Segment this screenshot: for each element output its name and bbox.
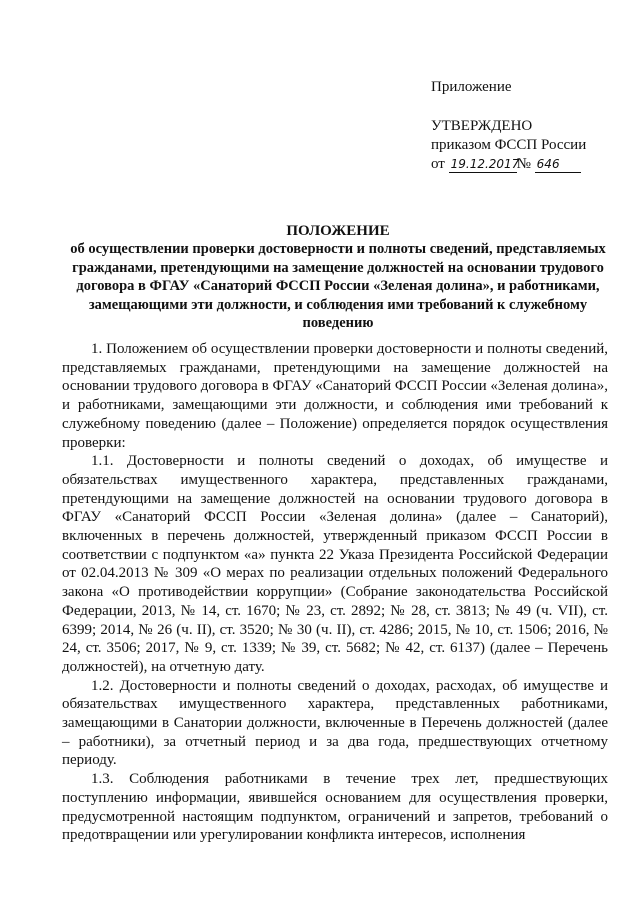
approved-by: приказом ФССП России xyxy=(431,137,587,153)
paragraph-1-1: 1.1. Достоверности и полноты сведений о доходах, об имуществе и обязательствах имущественного характера, представленных гражданами, претендующими на замещение должностей на основании трудового договора в ФГАУ «Санаторий ФССП России «Зеленая долина» (далее – Санаторий), включенных в перечень должностей, утвержденный приказом ФССП России в соответствии с подпунктом «а» пункта 22 Указа Президента Российской Федерации от 02.04.2013 № 309 «О мерах по реализации отдельных положений Федерального закона «О противодействии коррупции» (Собрание законодательства Российской Федерации, 2013, № 14, ст. 1670; № 23, ст. 2892; № 28, ст. 3813; № 49 (ч. VII), ст. 6399; 2014, № 26 (ч. II), ст. 3520; № 30 (ч. II), ст. 4286; 2015, № 10, ст. 1506; 2016, № 24, ст. 3506; 2017, № 9, ст. 1339; № 39, ст. 5682; № 42, ст. 6137) (далее – Перечень должностей), на отчетную дату. xyxy=(62,453,608,675)
attachment-label: Приложение xyxy=(431,79,512,95)
document-title: ПОЛОЖЕНИЕ xyxy=(286,223,390,239)
approval-block xyxy=(431,117,586,174)
date-prefix: от xyxy=(431,156,445,172)
paragraph-1-3: 1.3. Соблюдения работниками в течение трех лет, предшествующих поступлению информации, явившейся основанием для осуществления проверки, предусмотренной настоящим подпунктом, ограничений и запретов, требований о предотвращении или урегулировании конфликта интересов, исполнения xyxy=(62,771,608,844)
approved-title: УТВЕРЖДЕНО xyxy=(431,118,533,134)
handwritten-date: 19.12.2017 xyxy=(450,157,520,171)
paragraph-1-2: 1.2. Достоверности и полноты сведений о доходах, расходах, об имуществе и обязательствах имущественного характера, представленных работниками, замещающими в Санатории должности, включенные в Перечень должностей (далее – работники), за отчетный период и за два года, предшествующих отчетному периоду. xyxy=(62,677,608,769)
number-prefix: № xyxy=(516,156,531,172)
approval-date-line xyxy=(431,155,586,174)
document-body xyxy=(62,340,608,845)
paragraph-1: 1. Положением об осуществлении проверки достоверности и полноты сведений, представляемых гражданами, претендующими на замещение должностей на основании трудового договора в ФГАУ «Санаторий ФССП России «Зеленая долина», и работниками, замещающими эти должности, и соблюдения ими требований к служебному поведению (далее – Положение) определяется порядок осуществления проверки: xyxy=(62,341,608,451)
document-subtitle: об осуществлении проверки достоверности и полноты сведений, представляемых гражданами, претендующими на замещение должностей на основании трудового договора в ФГАУ «Санаторий ФССП России «Зеленая долина», и работниками, замещающими эти должности, и соблюдения ими требований к служебному поведению xyxy=(70,241,606,332)
handwritten-number: 646 xyxy=(535,157,581,173)
